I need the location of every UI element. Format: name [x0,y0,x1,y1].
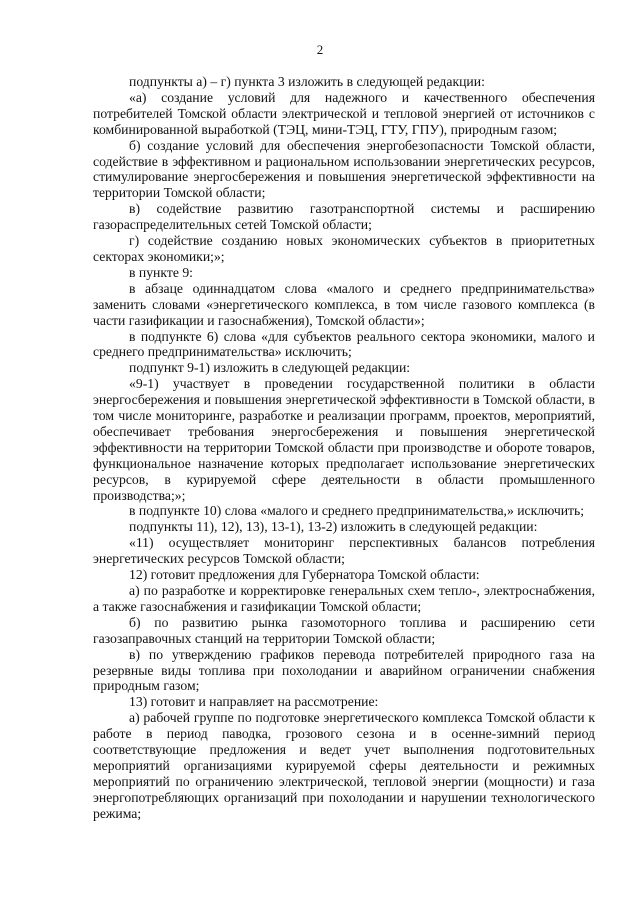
paragraph: а) рабочей группе по подготовке энергетического комплекса Томской области к работе в период паводка, грозового сезона и в осенне-зимний период соответствующие предложения и ведет учет выполнения подготовительных мероприятий организациями курируемой сферы деятельности и режимных мероприятий по ограничению электрической, тепловой энергии (мощности) и газа энергопотребляющих организаций при похолодании и нарушении технологического режима; [93,710,595,821]
paragraph: а) по разработке и корректировке генеральных схем тепло-, электроснабжения, а также газоснабжения и газификации Томской области; [93,583,595,614]
paragraph: подпункт 9-1) изложить в следующей редакции: [129,360,411,376]
paragraph: подпункты а) – г) пункта 3 изложить в следующей редакции: [129,74,485,89]
paragraph: б) создание условий для обеспечения энергобезопасности Томской области, содействие в эффективном и рациональном использовании энергетических ресурсов, стимулирование энергосбережения и повышения энергетической эффективности на территории Томской области; [93,137,595,201]
paragraph: в) содействие развитию газотранспортной системы и расширению газораспределительных сетей Томской области; [93,201,595,233]
paragraph: в подпункте 10) слова «малого и среднего предпринимательства,» исключить; [129,503,585,519]
document-body [93,74,595,822]
paragraph: в пункте 9: [129,264,193,280]
paragraph: в подпункте 6) слова «для субъектов реального сектора экономики, малого и среднего предпринимательства» исключить; [93,328,595,360]
paragraph: в абзаце одиннадцатом слова «малого и среднего предпринимательства» заменить словами «энергетического комплекса, в том числе газового комплекса (в части газификации и газоснабжения), Томской области»; [93,280,595,328]
paragraph: 13) готовит и направляет на рассмотрение: [129,694,379,710]
paragraph: «9-1) участвует в проведении государственной политики в области энергосбережения и повышения энергетической эффективности в Томской области, в том числе мониторинге, разработке и реализации программ, проектов, мероприятий, обеспечивает требования энергосбережения и повышения энергетической эффективности на территории Томской области при производстве и обороте товаров, функциональное назначение которых предполагает использование энергетических ресурсов, в курируемой сфере деятельности в области промышленного производства;»; [93,376,595,503]
paragraph: в) по утверждению графиков перевода потребителей природного газа на резервные виды топлива при похолодании и аварийном ограничении снабжения природным газом; [93,646,595,694]
paragraph: «11) осуществляет мониторинг перспективных балансов потребления энергетических ресурсов Томской области; [93,535,595,567]
paragraph: подпункты 11), 12), 13), 13-1), 13-2) изложить в следующей редакции: [129,519,538,535]
paragraph: б) по развитию рынка газомоторного топлива и расширению сети газозаправочных станций на территории Томской области; [93,614,595,646]
paragraph: «а) создание условий для надежного и качественного обеспечения потребителей Томской области электрической и тепловой энергией от источников с комбинированной выработкой (ТЭЦ, мини-ТЭЦ, ГТУ, ГПУ), природным газом; [93,89,595,137]
paragraph: г) содействие созданию новых экономических субъектов в приоритетных секторах экономики;»; [93,233,595,264]
page-number: 2 [316,42,324,57]
paragraph: 12) готовит предложения для Губернатора Томской области: [129,567,480,583]
